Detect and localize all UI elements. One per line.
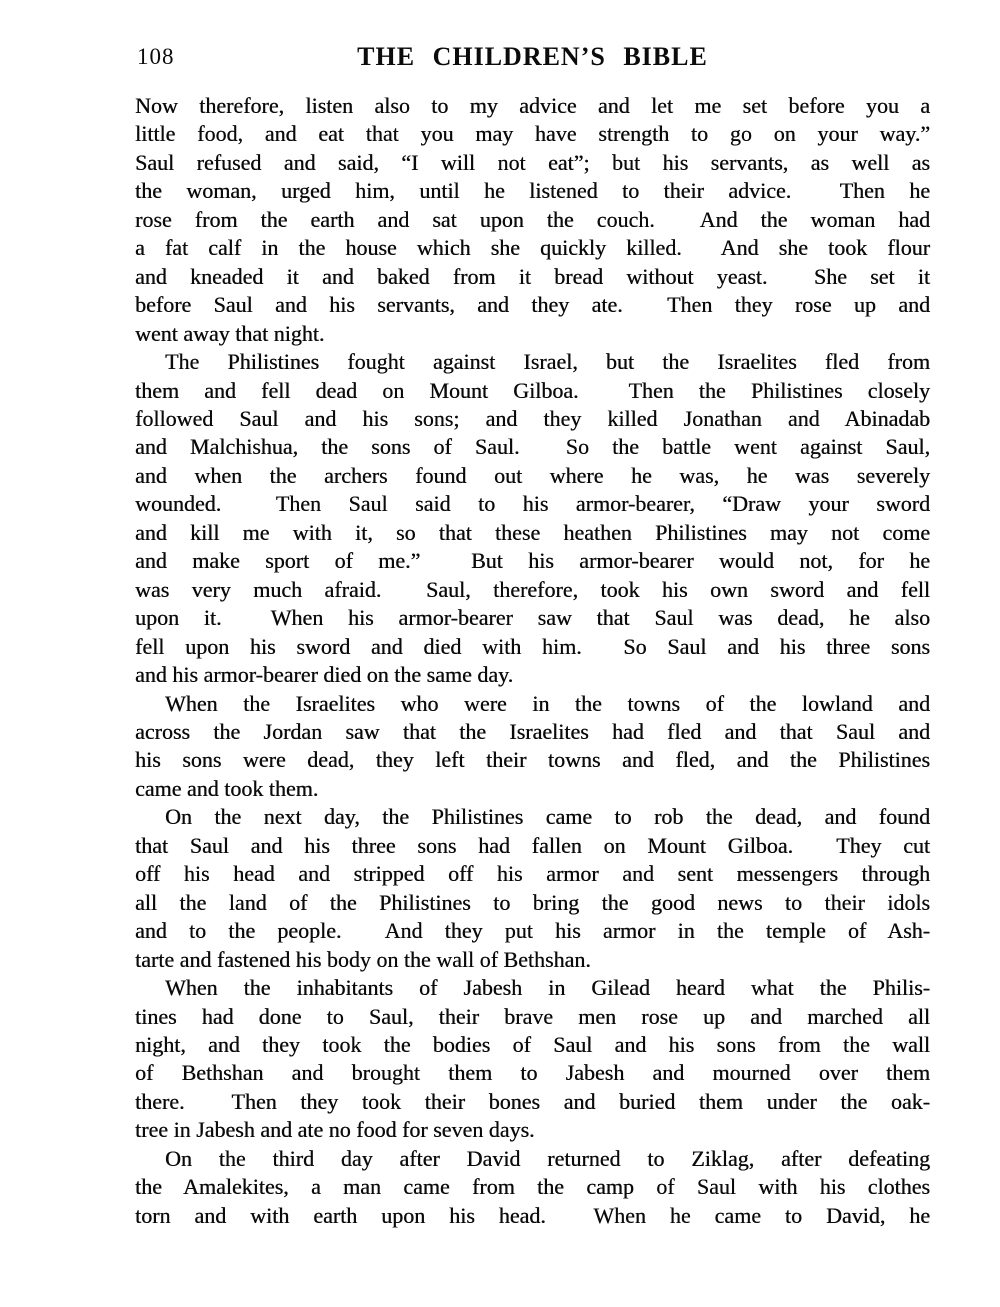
- text-line: there. Then they took their bones and buried them under the oak-: [135, 1088, 930, 1114]
- text-line: night, and they took the bodies of Saul and his sons from the wall: [135, 1031, 930, 1057]
- text-line: his sons were dead, they left their towns and fled, and the Philistines: [135, 747, 930, 773]
- text-line: Now therefore, listen also to my advice and let me set before you a: [135, 93, 930, 118]
- page-header: [135, 42, 930, 74]
- text-line: before Saul and his servants, and they ate. Then they rose up and: [135, 292, 930, 318]
- paragraph: [135, 1145, 930, 1230]
- text-line: The Philistines fought against Israel, but the Israelites fled from: [165, 349, 930, 375]
- text-line: and his armor-bearer died on the same day.: [135, 662, 514, 688]
- text-line: little food, and eat that you may have strength to go on your way.”: [135, 121, 930, 147]
- text-line: On the next day, the Philistines came to rob the dead, and found: [165, 804, 930, 830]
- paragraph: [135, 974, 930, 1145]
- paragraph: [135, 92, 930, 348]
- text-line: tarte and fastened his body on the wall of Bethshan.: [135, 946, 591, 972]
- text-line: wounded. Then Saul said to his armor-bearer, “Draw your sword: [135, 491, 930, 517]
- page-text: [135, 92, 930, 1230]
- text-line: tree in Jabesh and ate no food for seven days.: [135, 1117, 535, 1143]
- text-line: of Bethshan and brought them to Jabesh and mourned over them: [135, 1060, 930, 1086]
- text-line: went away that night.: [135, 320, 325, 346]
- text-line: and make sport of me.” But his armor-bearer would not, for he: [135, 548, 930, 574]
- text-line: When the inhabitants of Jabesh in Gilead heard what the Philis-: [165, 975, 930, 1001]
- page-number: 108: [137, 44, 175, 69]
- text-line: across the Jordan saw that the Israelites had fled and that Saul and: [135, 718, 930, 744]
- text-line: came and took them.: [135, 775, 319, 801]
- text-line: and kneaded it and baked from it bread without yeast. She set it: [135, 263, 930, 289]
- text-line: all the land of the Philistines to bring the good news to their idols: [135, 889, 930, 915]
- text-line: and kill me with it, so that these heathen Philistines may not come: [135, 519, 930, 545]
- text-line: rose from the earth and sat upon the couch. And the woman had: [135, 206, 930, 232]
- paragraph: [135, 348, 930, 689]
- text-line: the Amalekites, a man came from the camp of Saul with his clothes: [135, 1174, 930, 1200]
- text-line: tines had done to Saul, their brave men rose up and marched all: [135, 1003, 930, 1029]
- text-line: Saul refused and said, “I will not eat”; but his servants, as well as: [135, 149, 930, 175]
- text-line: was very much afraid. Saul, therefore, took his own sword and fell: [135, 576, 930, 602]
- text-line: upon it. When his armor-bearer saw that Saul was dead, he also: [135, 605, 930, 631]
- text-line: fell upon his sword and died with him. So Saul and his three sons: [135, 633, 930, 659]
- text-line: When the Israelites who were in the towns of the lowland and: [165, 690, 930, 716]
- text-line: that Saul and his three sons had fallen on Mount Gilboa. They cut: [135, 832, 930, 858]
- text-line: off his head and stripped off his armor and sent messengers through: [135, 861, 930, 887]
- text-line: and when the archers found out where he was, he was severely: [135, 462, 930, 488]
- running-title: THE CHILDREN’S BIBLE: [357, 42, 708, 71]
- paragraph: [135, 803, 930, 974]
- text-line: followed Saul and his sons; and they killed Jonathan and Abinadab: [135, 405, 930, 431]
- text-line: On the third day after David returned to Ziklag, after defeating: [165, 1145, 930, 1171]
- text-line: them and fell dead on Mount Gilboa. Then the Philistines closely: [135, 377, 930, 403]
- text-line: the woman, urged him, until he listened to their advice. Then he: [135, 178, 930, 204]
- text-line: and Malchishua, the sons of Saul. So the battle went against Saul,: [135, 434, 930, 460]
- text-line: and to the people. And they put his armor in the temple of Ash-: [135, 918, 930, 944]
- text-line: a fat calf in the house which she quickly killed. And she took flour: [135, 235, 930, 261]
- text-line: torn and with earth upon his head. When he came to David, he: [135, 1202, 930, 1228]
- paragraph: [135, 690, 930, 804]
